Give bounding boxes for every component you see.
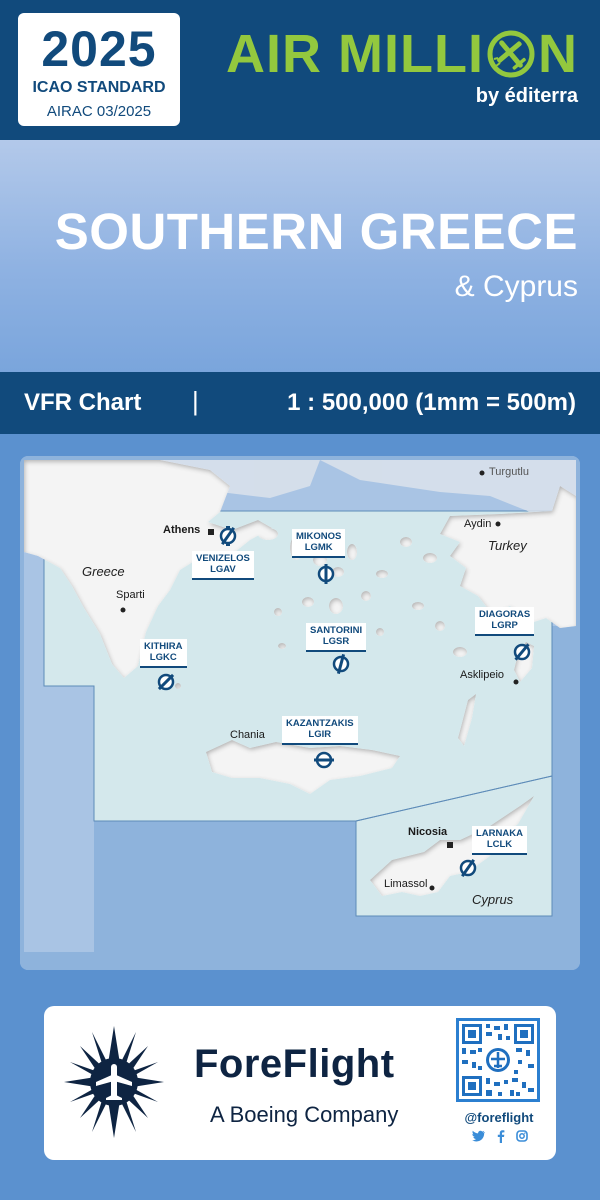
qr-code[interactable] [456, 1018, 540, 1102]
airport-code: LGAV [210, 564, 236, 575]
airport-icon [156, 672, 176, 692]
country-label-greece: Greece [82, 564, 125, 579]
country-label-turkey: Turkey [488, 538, 527, 553]
airport-name: KAZANTZAKIS [286, 718, 354, 729]
edition-airac: AIRAC 03/2025 [46, 103, 152, 120]
city-label-turgutlu: Turgutlu [489, 466, 529, 478]
airport-code: LGKC [149, 652, 177, 663]
scale-band [0, 372, 600, 434]
city-label-chania: Chania [230, 729, 265, 741]
airport-code: LGRP [491, 620, 518, 631]
brand-subtitle: by éditerra [475, 85, 578, 107]
city-label-nicosia: Nicosia [408, 826, 448, 838]
city-marker-athens [208, 529, 214, 535]
scale-ratio: 1 : 500,000 (1mm = 500m) [287, 389, 576, 416]
airport-icon [512, 642, 532, 662]
city-label-sparti: Sparti [116, 589, 145, 601]
foreflight-compass-logo-icon [62, 1024, 166, 1140]
airport-label-santorini [306, 623, 366, 652]
brand-name [226, 25, 578, 83]
airport-label-mikonos [292, 529, 345, 558]
chart-subtitle: & Cyprus [454, 270, 578, 303]
airport-name: MIKONOS [296, 531, 342, 542]
social-links [472, 1130, 528, 1143]
airport-name: KITHIRA [144, 641, 183, 652]
city-marker-aydin [496, 522, 501, 527]
airport-code: LGMK [304, 542, 333, 553]
header-bar [0, 0, 600, 140]
instagram-icon[interactable] [516, 1130, 528, 1142]
city-marker-nicosia [447, 842, 453, 848]
airport-name: SANTORINI [310, 625, 363, 636]
airport-name: DIAGORAS [479, 609, 531, 620]
edition-box [18, 13, 180, 126]
coverage-map [20, 456, 580, 970]
airport-name: VENIZELOS [196, 553, 250, 564]
airport-label-diagoras [475, 607, 534, 636]
airport-icon [331, 654, 351, 674]
city-label-athens: Athens [163, 524, 201, 536]
airport-code: LGIR [308, 729, 332, 740]
airport-icon [314, 750, 334, 770]
title-band [0, 140, 600, 372]
airport-code: LCLK [486, 839, 513, 850]
sponsor-handle[interactable]: @foreflight [464, 1110, 534, 1125]
airport-label-kithira [140, 639, 187, 668]
airplane-compass-icon [486, 29, 536, 79]
edition-year: 2025 [41, 21, 157, 77]
airport-name: LARNAKA [476, 828, 523, 839]
brand-name-part1: AIR MILLI [226, 24, 484, 84]
city-marker-sparti [121, 608, 126, 613]
edition-standard: ICAO STANDARD [32, 79, 166, 96]
airport-icon [218, 526, 238, 546]
airport-label-larnaka [472, 826, 527, 855]
city-label-limassol: Limassol [384, 878, 428, 890]
airport-icon [316, 564, 336, 584]
city-label-aydin: Aydin [464, 518, 492, 530]
sponsor-name: ForeFlight [194, 1042, 395, 1086]
airport-code: LGSR [322, 636, 350, 647]
city-label-asklipeio: Asklipeio [460, 669, 505, 681]
country-label-cyprus: Cyprus [472, 892, 514, 907]
facebook-icon[interactable] [497, 1130, 505, 1143]
airport-label-venizelos [192, 551, 254, 580]
twitter-icon[interactable] [472, 1130, 486, 1142]
brand-logo [226, 25, 578, 107]
city-marker-turgutlu [480, 471, 485, 476]
brand-name-part2: N [538, 24, 578, 84]
scale-separator: | [192, 386, 199, 416]
airport-label-kazantzakis [282, 716, 358, 745]
chart-type: VFR Chart [24, 389, 142, 416]
sponsor-tagline: A Boeing Company [210, 1102, 399, 1127]
city-marker-asklipeio [514, 680, 519, 685]
sponsor-card [44, 1006, 556, 1160]
airport-icon [458, 858, 478, 878]
city-marker-limassol [430, 886, 435, 891]
chart-title: SOUTHERN GREECE [54, 203, 578, 260]
